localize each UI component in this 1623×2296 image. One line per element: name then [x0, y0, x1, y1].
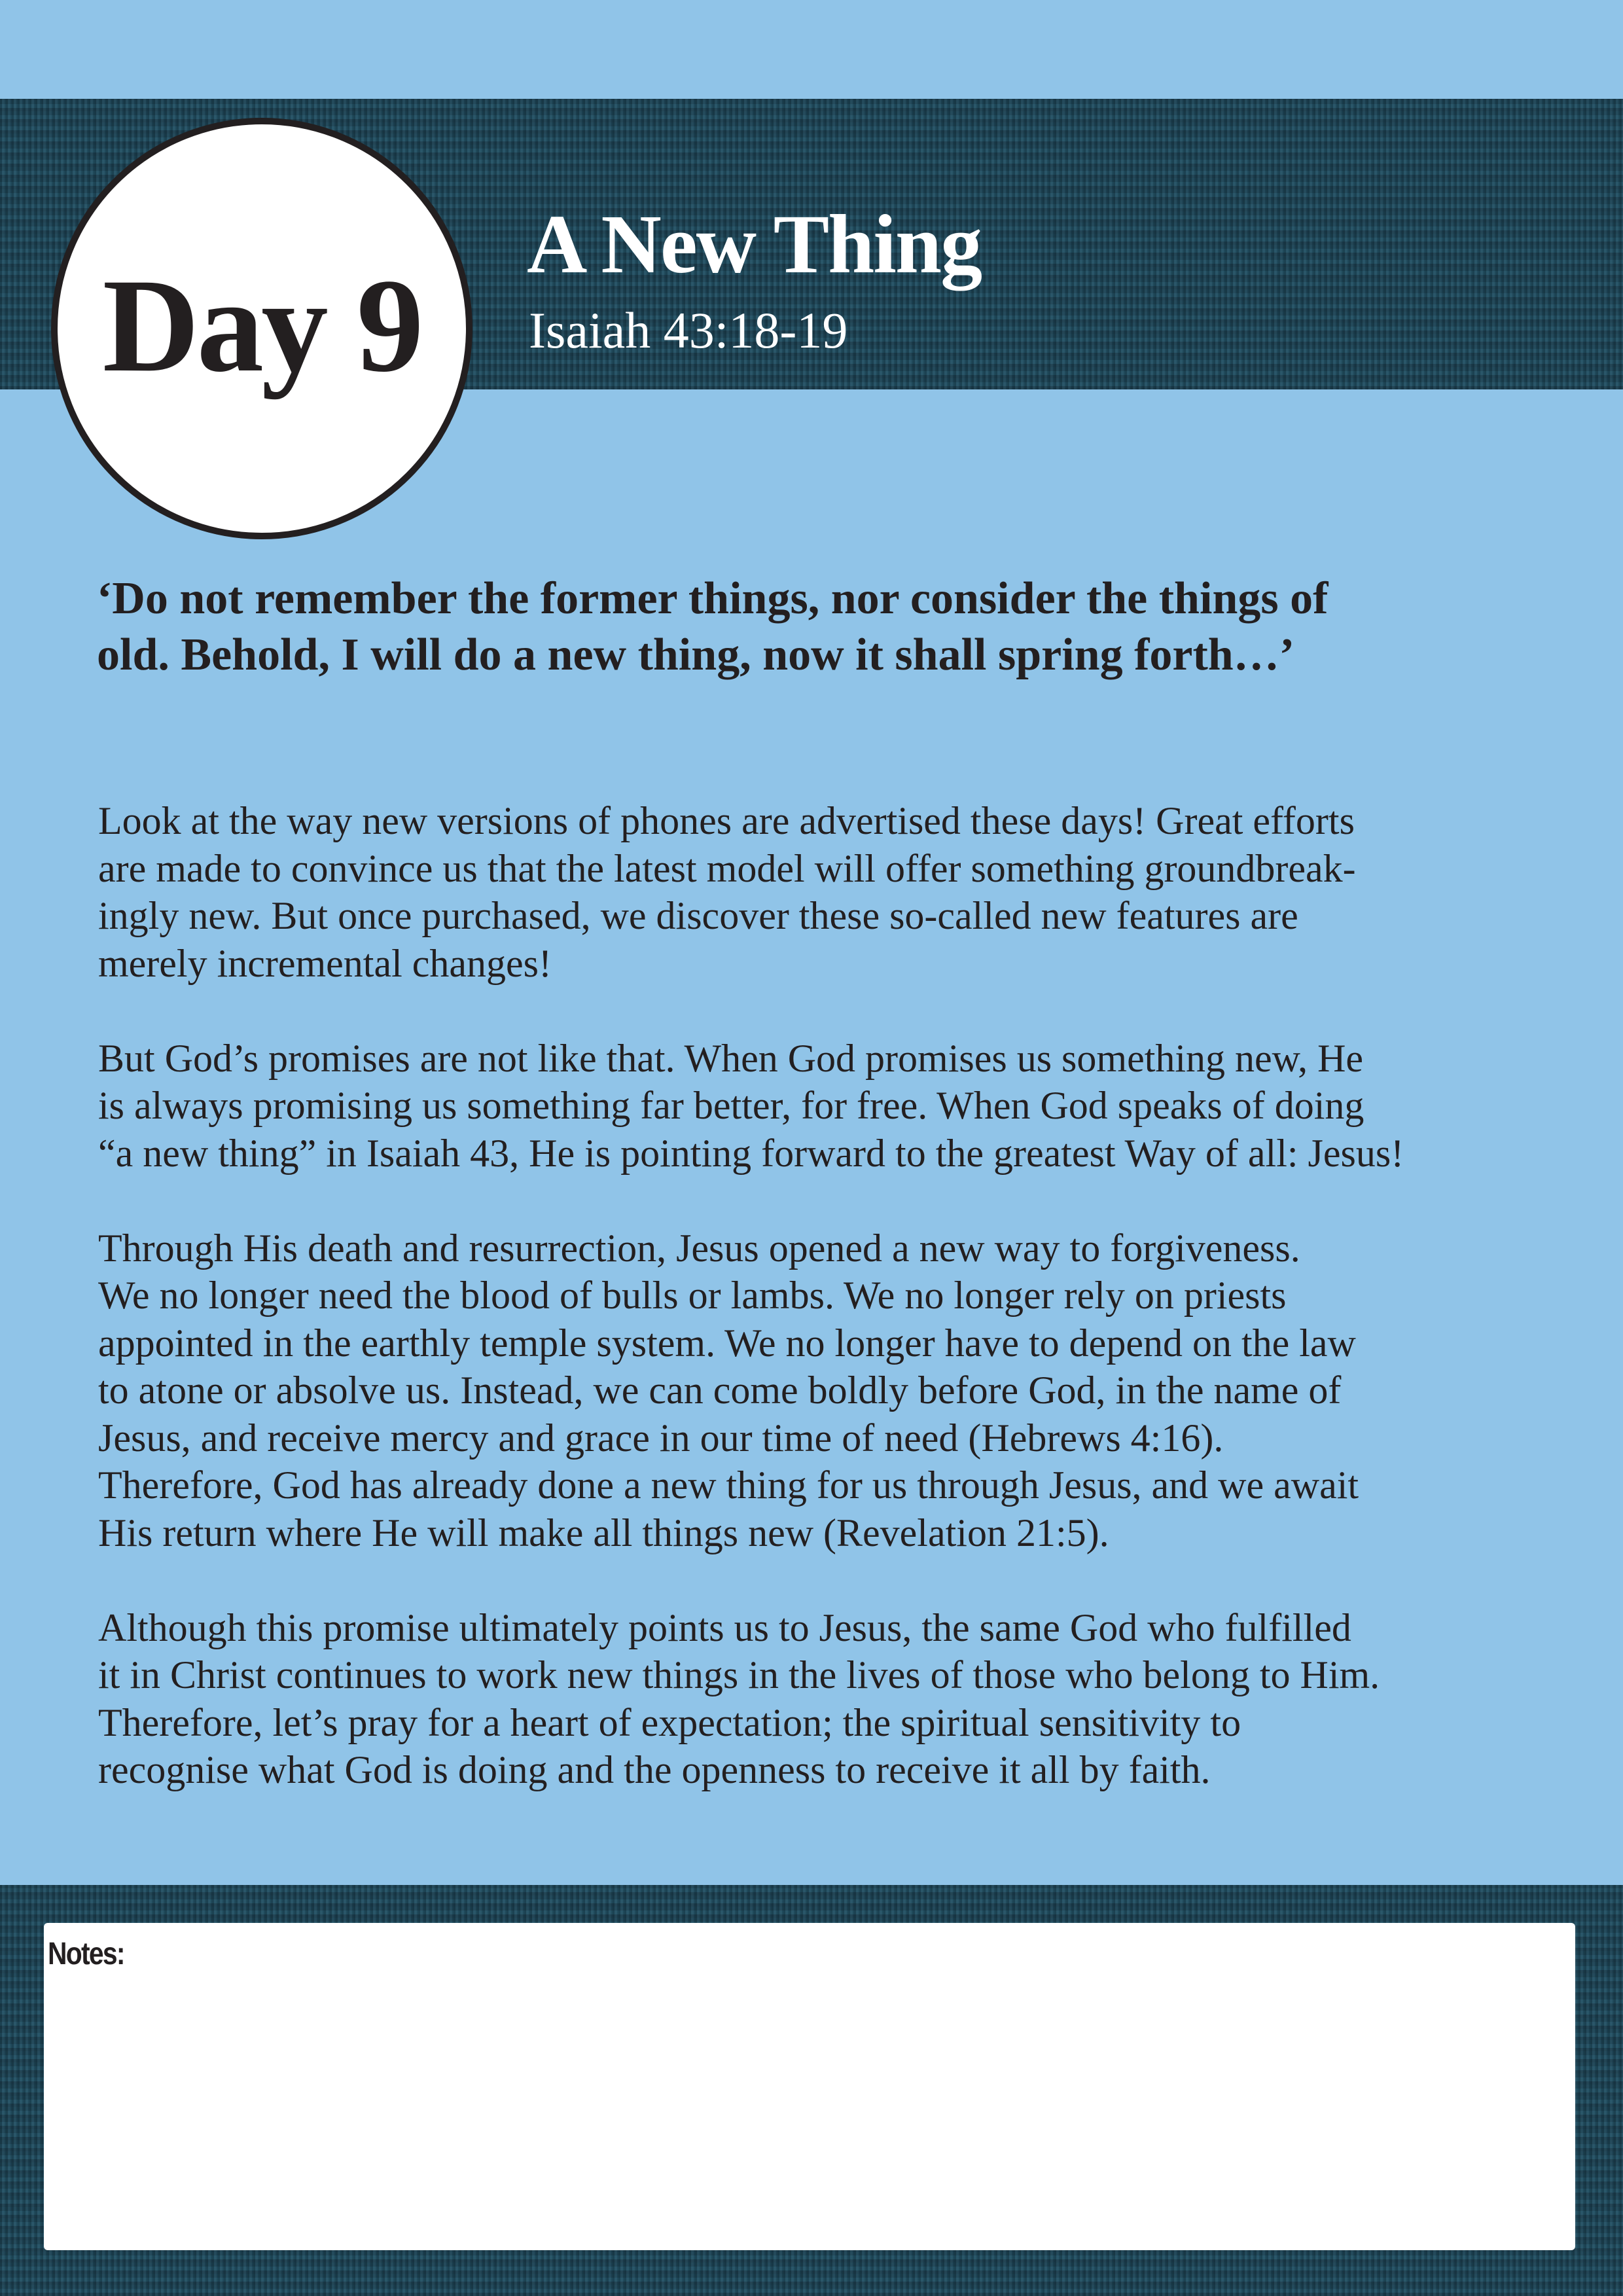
devotional-body [98, 797, 1404, 1841]
paragraph [98, 797, 1404, 987]
body-line: But God’s promises are not like that. When God promises us something new, He [98, 1036, 1364, 1080]
body-line: Although this promise ultimately points us to Jesus, the same God who fulfilled [98, 1605, 1351, 1649]
day-badge [51, 118, 473, 539]
body-line: Look at the way new versions of phones are advertised these days! Great efforts [98, 799, 1355, 842]
quote-line: ‘Do not remember the former things, nor consider the things of [97, 573, 1329, 624]
body-line: Therefore, let’s pray for a heart of expectation; the spiritual sensitivity to [98, 1700, 1241, 1744]
body-line: are made to convince us that the latest model will offer something groundbreak- [98, 846, 1356, 890]
body-line: Jesus, and receive mercy and grace in our time of need (Hebrews 4:16). [98, 1416, 1224, 1460]
body-line: ingly new. But once purchased, we discover these so-called new features are [98, 894, 1298, 937]
notes-label: Notes: [48, 1937, 124, 1971]
body-line: “a new thing” in Isaiah 43, He is pointing forward to the greatest Way of all: Jesus! [98, 1131, 1404, 1175]
body-line: is always promising us something far better, for free. When God speaks of doing [98, 1084, 1364, 1127]
day-label: Day 9 [102, 251, 421, 400]
body-line: His return where He will make all things new (Revelation 21:5). [98, 1511, 1109, 1554]
notes-area[interactable] [44, 1923, 1575, 2250]
paragraph [98, 1225, 1404, 1557]
body-line: to atone or absolve us. Instead, we can come boldly before God, in the name of [98, 1369, 1342, 1412]
page-title: A New Thing [527, 198, 982, 291]
key-verse-quote [97, 571, 1328, 683]
body-line: We no longer need the blood of bulls or lambs. We no longer rely on priests [98, 1274, 1287, 1317]
paragraph [98, 1035, 1404, 1177]
body-line: appointed in the earthly temple system. We no longer have to depend on the law [98, 1321, 1356, 1365]
body-line: merely incremental changes! [98, 941, 552, 985]
quote-line: old. Behold, I will do a new thing, now it shall spring forth…’ [97, 630, 1295, 680]
body-line: Through His death and resurrection, Jesus opened a new way to forgiveness. [98, 1226, 1300, 1270]
body-line: it in Christ continues to work new things in the lives of those who belong to Him. [98, 1653, 1380, 1696]
body-line: Therefore, God has already done a new thing for us through Jesus, and we await [98, 1463, 1359, 1507]
paragraph [98, 1604, 1404, 1794]
scripture-reference: Isaiah 43:18-19 [529, 302, 848, 359]
body-line: recognise what God is doing and the openness to receive it all by faith. [98, 1748, 1211, 1791]
